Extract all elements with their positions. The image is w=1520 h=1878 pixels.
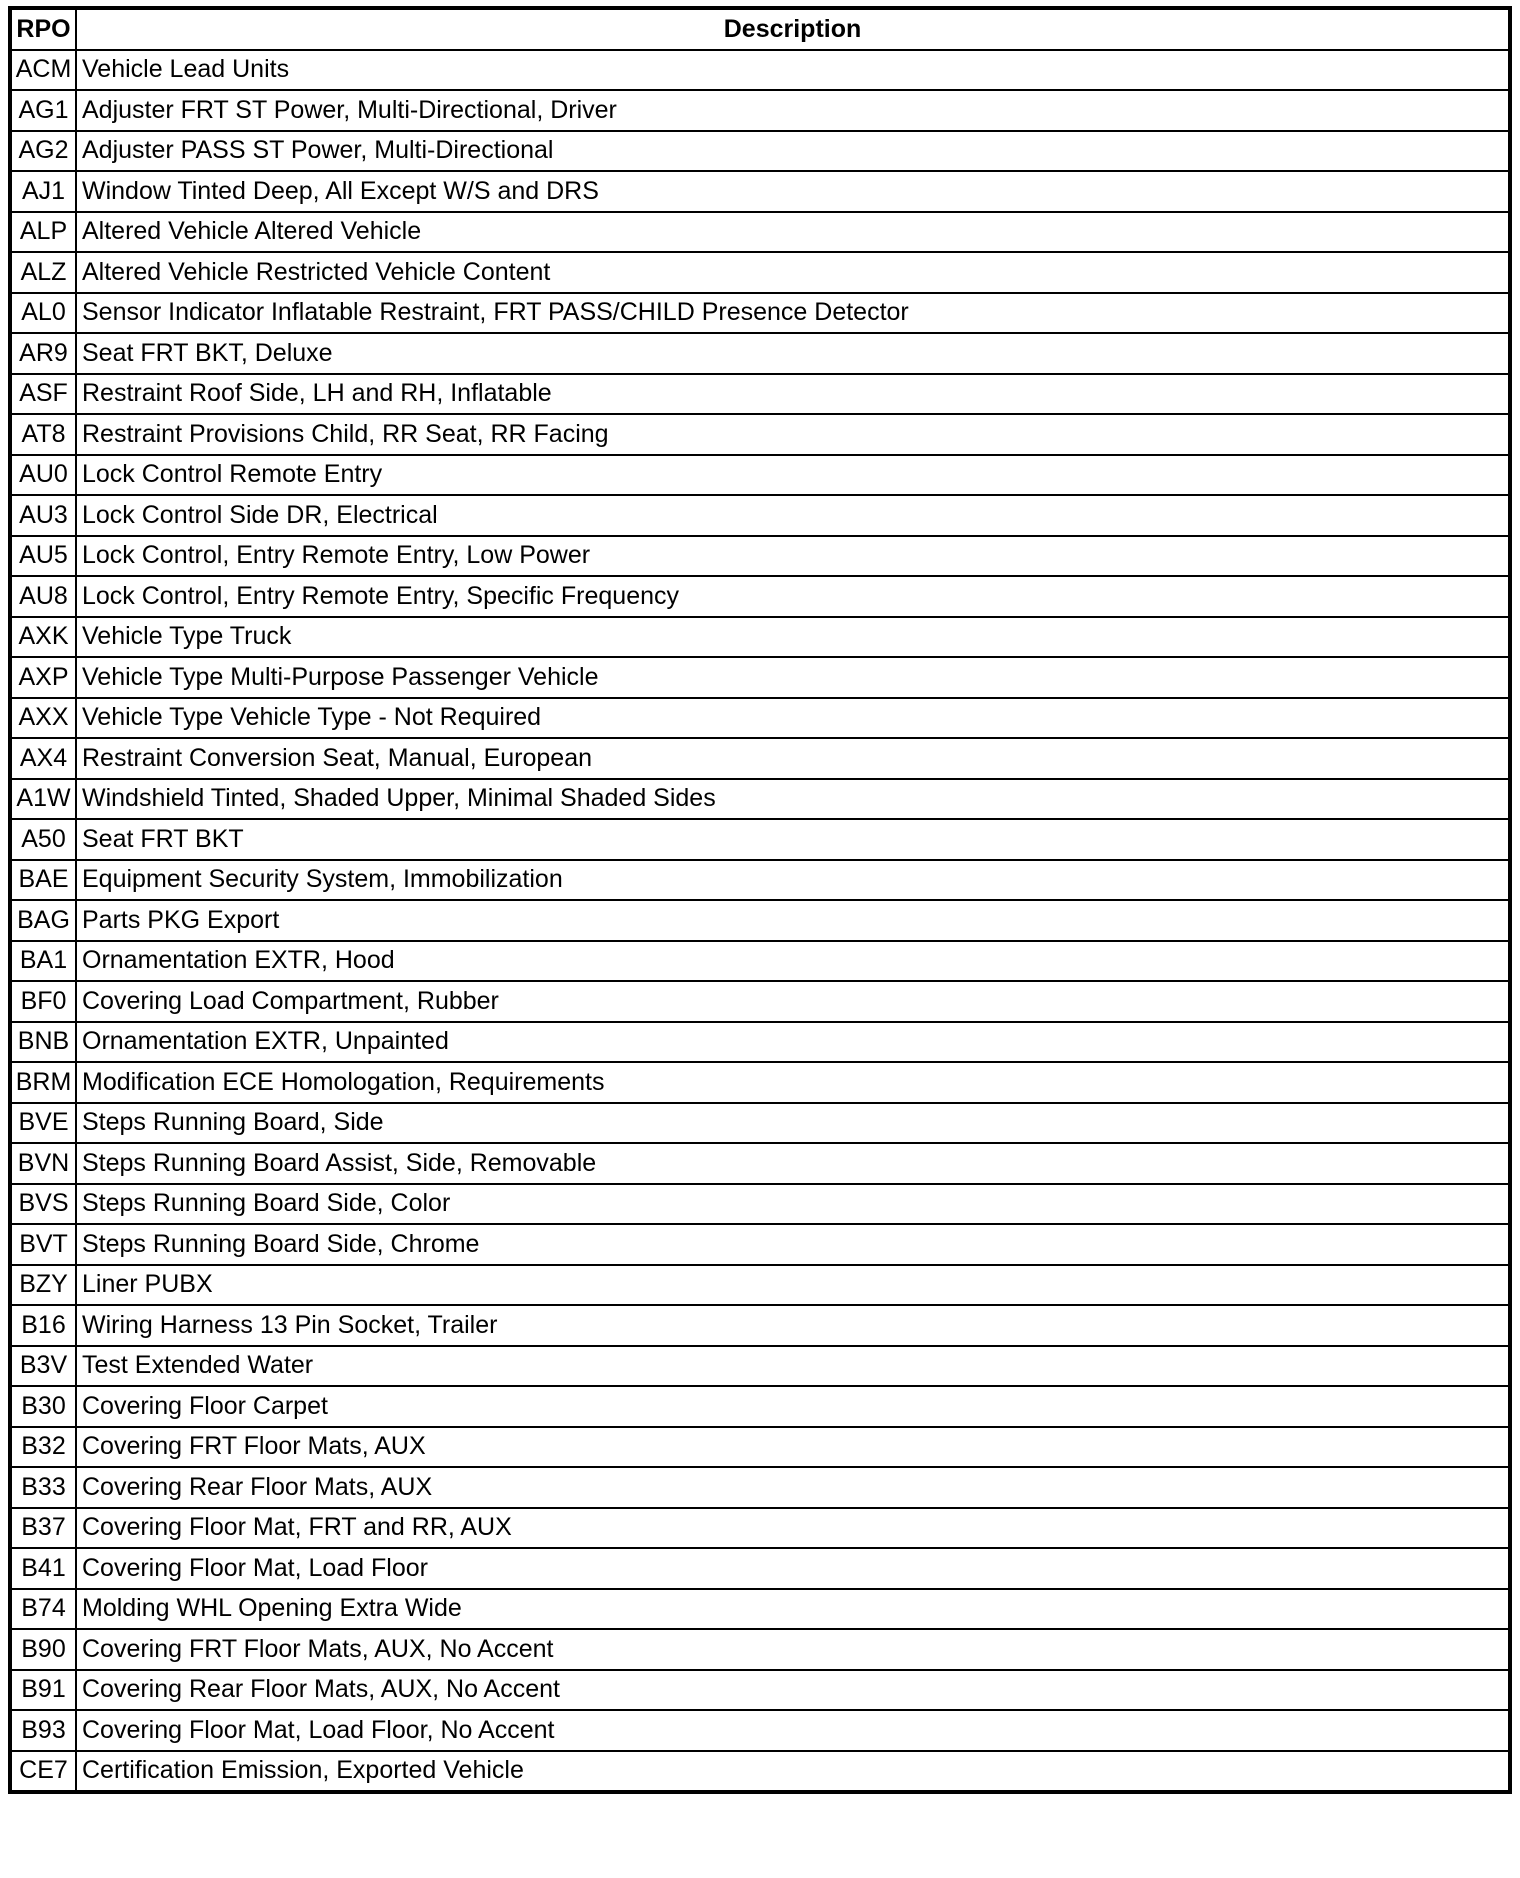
description-cell: Restraint Roof Side, LH and RH, Inflatable <box>76 374 1510 415</box>
rpo-code-cell: AJ1 <box>10 171 76 212</box>
table-row <box>10 536 1510 577</box>
rpo-code-cell: AU5 <box>10 536 76 577</box>
rpo-code-cell: AG2 <box>10 131 76 172</box>
rpo-code-cell: AU8 <box>10 576 76 617</box>
rpo-code-cell: CE7 <box>10 1751 76 1793</box>
description-cell: Steps Running Board, Side <box>76 1103 1510 1144</box>
table-row <box>10 1022 1510 1063</box>
description-cell: Restraint Provisions Child, RR Seat, RR Facing <box>76 414 1510 455</box>
rpo-code-cell: AXP <box>10 657 76 698</box>
table-row <box>10 617 1510 658</box>
table-row <box>10 576 1510 617</box>
table-row <box>10 50 1510 91</box>
rpo-code-cell: BAG <box>10 900 76 941</box>
rpo-code-cell: AX4 <box>10 738 76 779</box>
table-row <box>10 941 1510 982</box>
rpo-code-cell: B30 <box>10 1386 76 1427</box>
description-cell: Covering Floor Mat, Load Floor, No Accent <box>76 1710 1510 1751</box>
table-row <box>10 495 1510 536</box>
description-cell: Adjuster PASS ST Power, Multi-Directional <box>76 131 1510 172</box>
description-cell: Seat FRT BKT, Deluxe <box>76 333 1510 374</box>
table-row <box>10 860 1510 901</box>
table-row <box>10 171 1510 212</box>
table-row <box>10 1508 1510 1549</box>
table-row <box>10 819 1510 860</box>
description-cell: Vehicle Type Vehicle Type - Not Required <box>76 698 1510 739</box>
description-cell: Molding WHL Opening Extra Wide <box>76 1589 1510 1630</box>
table-row <box>10 1386 1510 1427</box>
table-row <box>10 1224 1510 1265</box>
rpo-code-cell: B33 <box>10 1467 76 1508</box>
rpo-code-cell: BAE <box>10 860 76 901</box>
rpo-code-cell: BVS <box>10 1184 76 1225</box>
description-cell: Wiring Harness 13 Pin Socket, Trailer <box>76 1305 1510 1346</box>
table-row <box>10 981 1510 1022</box>
rpo-code-cell: BF0 <box>10 981 76 1022</box>
rpo-code-cell: BVT <box>10 1224 76 1265</box>
rpo-code-cell: B93 <box>10 1710 76 1751</box>
description-cell: Steps Running Board Assist, Side, Removable <box>76 1143 1510 1184</box>
table-row <box>10 1305 1510 1346</box>
table-row <box>10 293 1510 334</box>
rpo-code-cell: ALZ <box>10 252 76 293</box>
rpo-code-cell: BVE <box>10 1103 76 1144</box>
rpo-code-cell: AXK <box>10 617 76 658</box>
rpo-code-cell: AXX <box>10 698 76 739</box>
description-cell: Lock Control, Entry Remote Entry, Specific Frequency <box>76 576 1510 617</box>
description-cell: Covering Floor Carpet <box>76 1386 1510 1427</box>
rpo-code-cell: AL0 <box>10 293 76 334</box>
table-row <box>10 698 1510 739</box>
description-cell: Ornamentation EXTR, Hood <box>76 941 1510 982</box>
rpo-code-cell: AU0 <box>10 455 76 496</box>
table-row <box>10 252 1510 293</box>
rpo-code-cell: BVN <box>10 1143 76 1184</box>
rpo-code-cell: AU3 <box>10 495 76 536</box>
table-row <box>10 1062 1510 1103</box>
table-row <box>10 212 1510 253</box>
table-row <box>10 455 1510 496</box>
description-cell: Altered Vehicle Restricted Vehicle Content <box>76 252 1510 293</box>
description-cell: Test Extended Water <box>76 1346 1510 1387</box>
rpo-code-cell: B74 <box>10 1589 76 1630</box>
rpo-code-cell: ALP <box>10 212 76 253</box>
table-row <box>10 1548 1510 1589</box>
description-cell: Vehicle Lead Units <box>76 50 1510 91</box>
table-row <box>10 1265 1510 1306</box>
table-row <box>10 1710 1510 1751</box>
description-cell: Lock Control Side DR, Electrical <box>76 495 1510 536</box>
table-row <box>10 1467 1510 1508</box>
description-cell: Restraint Conversion Seat, Manual, European <box>76 738 1510 779</box>
rpo-code-cell: B37 <box>10 1508 76 1549</box>
description-cell: Covering FRT Floor Mats, AUX, No Accent <box>76 1629 1510 1670</box>
description-cell: Equipment Security System, Immobilization <box>76 860 1510 901</box>
description-cell: Adjuster FRT ST Power, Multi-Directional, Driver <box>76 90 1510 131</box>
description-cell: Parts PKG Export <box>76 900 1510 941</box>
description-cell: Covering FRT Floor Mats, AUX <box>76 1427 1510 1468</box>
description-cell: Certification Emission, Exported Vehicle <box>76 1751 1510 1793</box>
description-cell: Lock Control Remote Entry <box>76 455 1510 496</box>
description-cell: Ornamentation EXTR, Unpainted <box>76 1022 1510 1063</box>
description-cell: Windshield Tinted, Shaded Upper, Minimal Shaded Sides <box>76 779 1510 820</box>
table-row <box>10 657 1510 698</box>
table-row <box>10 414 1510 455</box>
rpo-code-cell: B3V <box>10 1346 76 1387</box>
table-row <box>10 1143 1510 1184</box>
rpo-code-cell: B32 <box>10 1427 76 1468</box>
header-row <box>10 8 1510 50</box>
rpo-code-cell: B91 <box>10 1670 76 1711</box>
rpo-code-cell: BZY <box>10 1265 76 1306</box>
table-row <box>10 1346 1510 1387</box>
description-cell: Vehicle Type Multi-Purpose Passenger Vehicle <box>76 657 1510 698</box>
table-row <box>10 1103 1510 1144</box>
table-row <box>10 374 1510 415</box>
rpo-description-table <box>8 6 1512 1794</box>
table-row <box>10 90 1510 131</box>
description-cell: Covering Floor Mat, Load Floor <box>76 1548 1510 1589</box>
rpo-code-cell: B41 <box>10 1548 76 1589</box>
table-body <box>10 50 1510 1793</box>
table-row <box>10 779 1510 820</box>
table-row <box>10 131 1510 172</box>
rpo-code-cell: BNB <box>10 1022 76 1063</box>
description-cell: Steps Running Board Side, Color <box>76 1184 1510 1225</box>
table-row <box>10 1629 1510 1670</box>
rpo-column-header: RPO <box>10 8 76 50</box>
description-cell: Sensor Indicator Inflatable Restraint, FRT PASS/CHILD Presence Detector <box>76 293 1510 334</box>
table-row <box>10 900 1510 941</box>
description-cell: Covering Rear Floor Mats, AUX <box>76 1467 1510 1508</box>
description-cell: Covering Floor Mat, FRT and RR, AUX <box>76 1508 1510 1549</box>
description-cell: Modification ECE Homologation, Requirements <box>76 1062 1510 1103</box>
rpo-code-cell: A1W <box>10 779 76 820</box>
description-cell: Covering Load Compartment, Rubber <box>76 981 1510 1022</box>
table-row <box>10 1670 1510 1711</box>
table-header <box>10 8 1510 50</box>
description-cell: Liner PUBX <box>76 1265 1510 1306</box>
rpo-code-cell: AG1 <box>10 90 76 131</box>
table-row <box>10 1751 1510 1793</box>
description-column-header: Description <box>76 8 1510 50</box>
rpo-code-cell: AT8 <box>10 414 76 455</box>
rpo-code-cell: AR9 <box>10 333 76 374</box>
rpo-code-cell: A50 <box>10 819 76 860</box>
rpo-code-cell: BA1 <box>10 941 76 982</box>
table-row <box>10 1184 1510 1225</box>
table-row <box>10 1589 1510 1630</box>
description-cell: Altered Vehicle Altered Vehicle <box>76 212 1510 253</box>
description-cell: Lock Control, Entry Remote Entry, Low Power <box>76 536 1510 577</box>
description-cell: Steps Running Board Side, Chrome <box>76 1224 1510 1265</box>
rpo-code-cell: ASF <box>10 374 76 415</box>
description-cell: Window Tinted Deep, All Except W/S and DRS <box>76 171 1510 212</box>
table-row <box>10 333 1510 374</box>
table-row <box>10 1427 1510 1468</box>
table-row <box>10 738 1510 779</box>
description-cell: Covering Rear Floor Mats, AUX, No Accent <box>76 1670 1510 1711</box>
description-cell: Vehicle Type Truck <box>76 617 1510 658</box>
rpo-code-cell: BRM <box>10 1062 76 1103</box>
description-cell: Seat FRT BKT <box>76 819 1510 860</box>
rpo-code-cell: ACM <box>10 50 76 91</box>
rpo-code-cell: B90 <box>10 1629 76 1670</box>
rpo-code-cell: B16 <box>10 1305 76 1346</box>
